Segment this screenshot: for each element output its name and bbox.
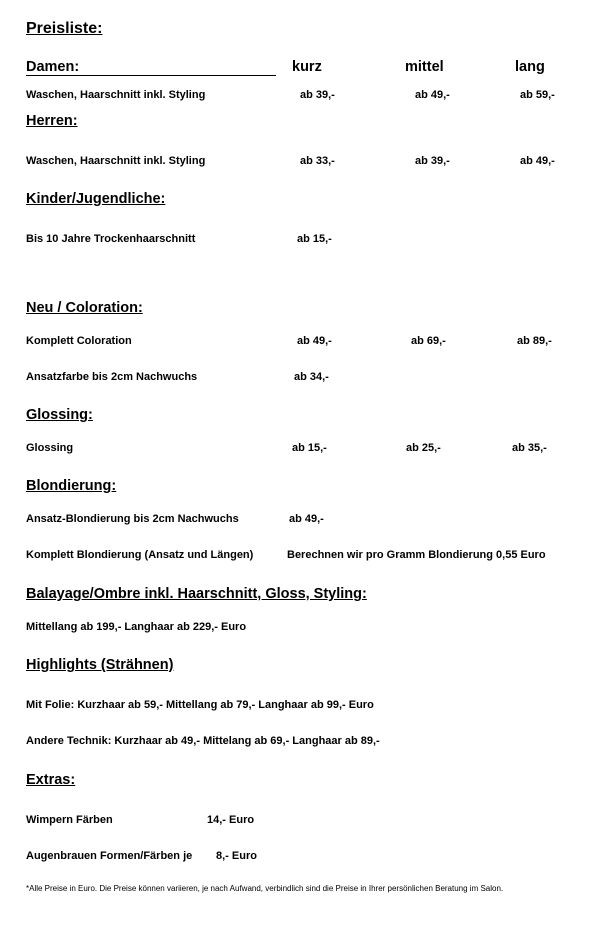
price-lang: ab 49,- xyxy=(520,155,555,167)
price-row-label: Bis 10 Jahre Trockenhaarschnitt xyxy=(26,233,196,245)
price-mittel: ab 49,- xyxy=(415,89,450,101)
price-line: Mit Folie: Kurzhaar ab 59,- Mittellang ab 79,- Langhaar ab 99,- Euro xyxy=(26,699,374,711)
section-heading-extras: Extras: xyxy=(26,772,76,788)
price-value: 8,- Euro xyxy=(216,850,257,862)
price-row-label: Ansatzfarbe bis 2cm Nachwuchs xyxy=(26,371,198,383)
section-heading-blondierung: Blondierung: xyxy=(26,478,117,494)
section-heading-herren: Herren: xyxy=(26,113,78,129)
column-header-mittel: mittel xyxy=(405,59,444,75)
price-row-label: Augenbrauen Formen/Färben je xyxy=(26,850,193,862)
price-kurz: ab 49,- xyxy=(289,513,324,525)
page-title: Preisliste: xyxy=(26,20,103,37)
price-kurz: ab 15,- xyxy=(297,233,332,245)
price-mittel: ab 39,- xyxy=(415,155,450,167)
price-line: Andere Technik: Kurzhaar ab 49,- Mittelang ab 69,- Langhaar ab 89,- xyxy=(26,735,380,747)
price-row-label: Waschen, Haarschnitt inkl. Styling xyxy=(26,155,206,167)
price-kurz: ab 15,- xyxy=(292,442,327,454)
price-kurz: ab 34,- xyxy=(294,371,329,383)
price-kurz: ab 49,- xyxy=(297,335,332,347)
section-heading-balayage: Balayage/Ombre inkl. Haarschnitt, Gloss, Styling: xyxy=(26,586,367,602)
price-row-label: Komplett Coloration xyxy=(26,335,132,347)
section-heading-highlights: Highlights (Strähnen) xyxy=(26,657,174,673)
price-lang: ab 35,- xyxy=(512,442,547,454)
price-kurz: ab 39,- xyxy=(300,89,335,101)
price-row-label: Wimpern Färben xyxy=(26,814,113,826)
price-row-label: Ansatz-Blondierung bis 2cm Nachwuchs xyxy=(26,513,239,525)
price-lang: ab 89,- xyxy=(517,335,552,347)
section-heading-damen: Damen: xyxy=(26,59,80,75)
damen-heading-rule xyxy=(26,75,276,76)
footnote: *Alle Preise in Euro. Die Preise können variieren, je nach Aufwand, verbindlich sind die Preise in Ihrer persönlichen Beratung im Salon. xyxy=(26,884,504,893)
price-note: Berechnen wir pro Gramm Blondierung 0,55 Euro xyxy=(287,549,546,561)
price-row-label: Komplett Blondierung (Ansatz und Längen) xyxy=(26,549,254,561)
section-heading-coloration: Neu / Coloration: xyxy=(26,300,143,316)
price-lang: ab 59,- xyxy=(520,89,555,101)
price-mittel: ab 25,- xyxy=(406,442,441,454)
price-row-label: Waschen, Haarschnitt inkl. Styling xyxy=(26,89,206,101)
price-row-label: Glossing xyxy=(26,442,74,454)
price-mittel: ab 69,- xyxy=(411,335,446,347)
column-header-kurz: kurz xyxy=(292,59,322,75)
price-value: 14,- Euro xyxy=(207,814,255,826)
column-header-lang: lang xyxy=(515,59,545,75)
price-line: Mittellang ab 199,- Langhaar ab 229,- Euro xyxy=(26,621,247,633)
section-heading-glossing: Glossing: xyxy=(26,407,93,423)
section-heading-kinder: Kinder/Jugendliche: xyxy=(26,191,166,207)
price-kurz: ab 33,- xyxy=(300,155,335,167)
